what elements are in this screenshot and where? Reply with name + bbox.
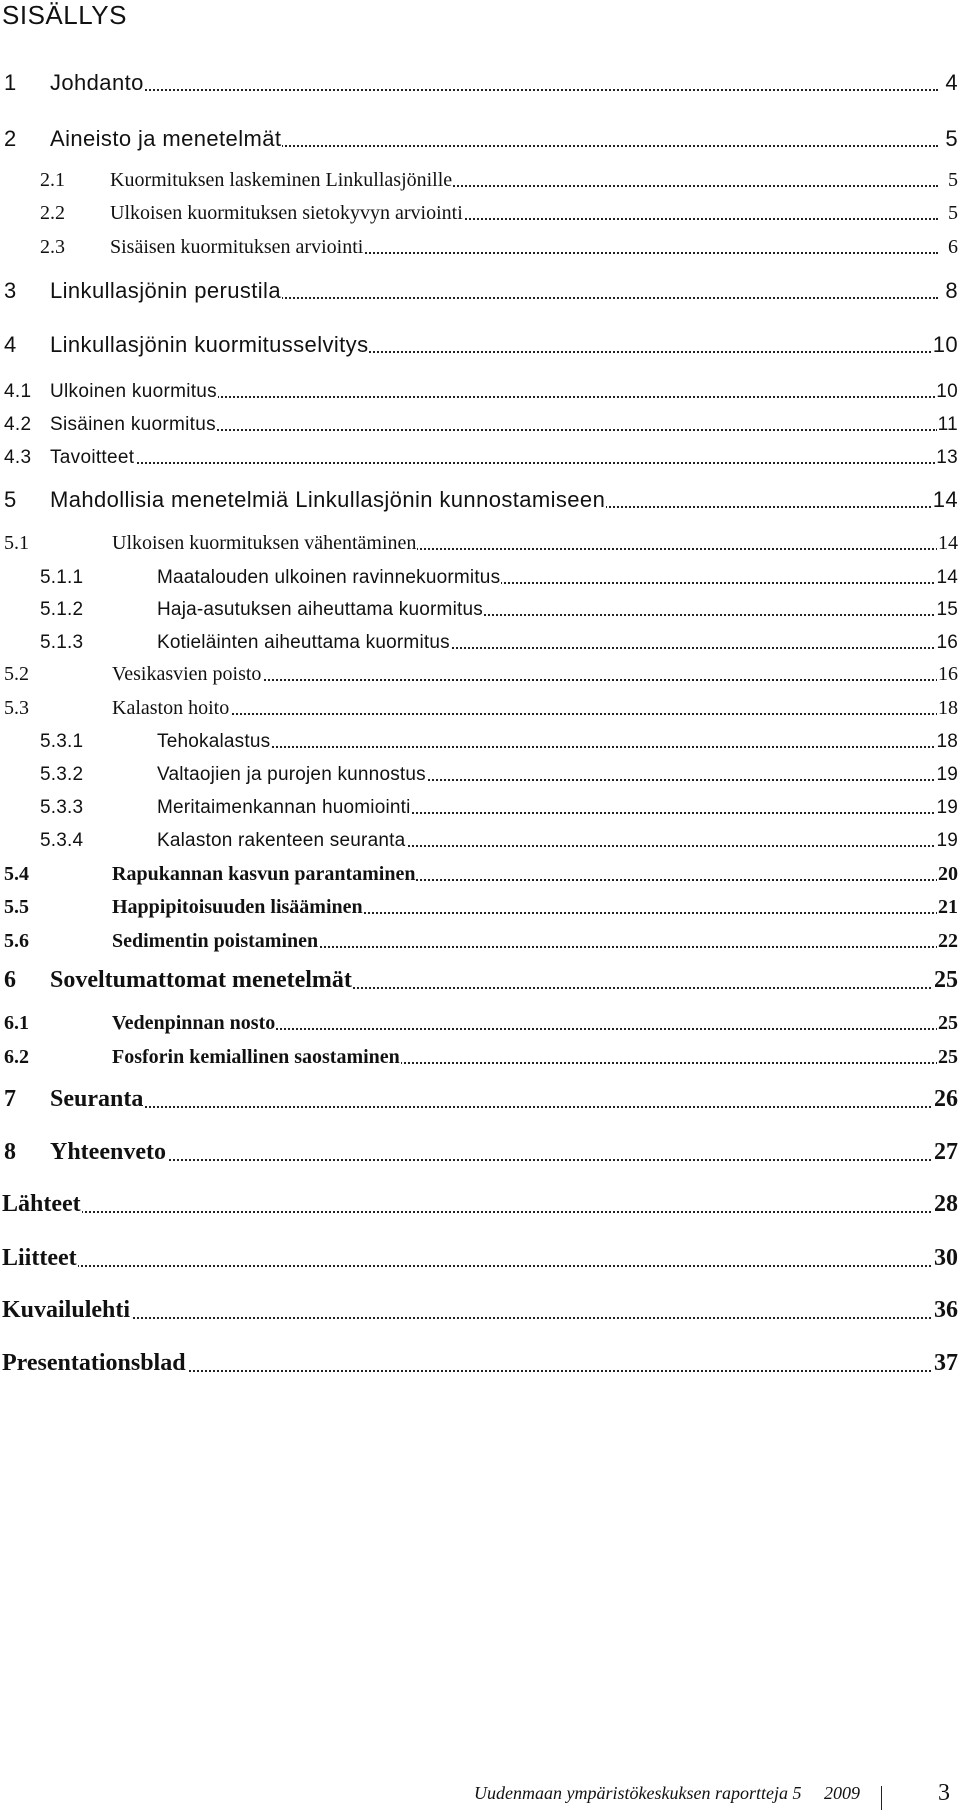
toc-entry-title: Liitteet bbox=[2, 1245, 77, 1271]
toc-entry-title: Kotieläinten aiheuttama kuormitus bbox=[157, 632, 450, 653]
toc-entry-number: 3 bbox=[4, 278, 17, 303]
toc-entry-page: 6 bbox=[948, 236, 958, 258]
toc-entry[interactable] bbox=[0, 1347, 960, 1381]
toc-entry-page: 25 bbox=[938, 1046, 958, 1068]
toc-entry-leader bbox=[70, 462, 938, 464]
toc-entry-leader bbox=[177, 746, 938, 748]
toc-entry-number: 5.3 bbox=[4, 697, 29, 719]
toc-entry[interactable] bbox=[0, 1009, 960, 1039]
toc-entry[interactable] bbox=[0, 760, 960, 790]
toc-entry[interactable] bbox=[0, 233, 960, 263]
toc-entry-page: 16 bbox=[936, 632, 958, 653]
toc-entry-title: Aineisto ja menetelmät bbox=[50, 126, 282, 151]
toc-entry-number: 2.2 bbox=[40, 202, 65, 224]
toc-entry-number: 5.1 bbox=[4, 532, 29, 554]
toc-entry-number: 5.2 bbox=[4, 663, 29, 685]
toc-entry-number: 6 bbox=[4, 967, 16, 993]
toc-entry[interactable] bbox=[0, 166, 960, 196]
toc-entry-title: Presentationsblad bbox=[2, 1350, 186, 1376]
toc-entry[interactable] bbox=[0, 529, 960, 559]
toc-entry[interactable] bbox=[0, 1083, 960, 1117]
toc-entry[interactable] bbox=[0, 563, 960, 593]
page-number: 3 bbox=[938, 1780, 950, 1806]
toc-entry[interactable] bbox=[0, 893, 960, 923]
toc-entry-page: 19 bbox=[936, 797, 958, 818]
toc-entry[interactable] bbox=[0, 199, 960, 229]
toc-entry-number: 4.3 bbox=[4, 447, 32, 468]
toc-entry-title: Mahdollisia menetelmiä Linkullasjönin kunnostamiseen bbox=[50, 487, 606, 512]
toc-entry[interactable] bbox=[0, 964, 960, 998]
toc-entry-number: 4.2 bbox=[4, 414, 32, 435]
toc-entry-page: 28 bbox=[934, 1191, 958, 1217]
toc-entry-page: 10 bbox=[936, 381, 958, 402]
toc-entry-number: 7 bbox=[4, 1086, 16, 1112]
toc-entry-title: Sisäinen kuormitus bbox=[50, 414, 216, 435]
toc-entry-number: 2.1 bbox=[40, 169, 65, 191]
toc-entry-number: 2.3 bbox=[40, 236, 65, 258]
toc-entry[interactable] bbox=[0, 694, 960, 724]
toc-entry-title: Ulkoisen kuormituksen vähentäminen bbox=[112, 532, 417, 554]
toc-entry-page: 18 bbox=[938, 697, 958, 719]
toc-entry-title: Haja-asutuksen aiheuttama kuormitus bbox=[157, 599, 483, 620]
page-title: SISÄLLYS bbox=[2, 0, 127, 30]
toc-entry-title: Linkullasjönin kuormitusselvitys bbox=[50, 332, 369, 357]
toc-entry-page: 27 bbox=[934, 1139, 958, 1165]
report-series: Uudenmaan ympäristökeskuksen raportteja 5 bbox=[474, 1783, 802, 1803]
toc-entry-page: 14 bbox=[936, 567, 958, 588]
toc-entry-page: 10 bbox=[932, 332, 958, 357]
toc-entry-page: 26 bbox=[934, 1086, 958, 1112]
toc-entry-page: 19 bbox=[936, 830, 958, 851]
toc-entry-page: 5 bbox=[948, 169, 958, 191]
toc-entry[interactable] bbox=[0, 727, 960, 757]
toc-entry-number: 5.3.4 bbox=[40, 830, 84, 851]
toc-entry[interactable] bbox=[0, 410, 960, 440]
report-year: 2009 bbox=[824, 1783, 860, 1803]
toc-entry-title: Tavoitteet bbox=[50, 447, 135, 468]
toc-entry-number: 5.3.3 bbox=[40, 797, 84, 818]
toc-entry[interactable] bbox=[0, 660, 960, 690]
toc-entry-number: 2 bbox=[4, 126, 17, 151]
toc-entry-number: 6.2 bbox=[4, 1046, 29, 1068]
footer-text bbox=[474, 1783, 860, 1804]
toc-entry-title: Rapukannan kasvun parantaminen bbox=[112, 863, 416, 885]
toc-entry[interactable] bbox=[0, 377, 960, 407]
toc-entry[interactable] bbox=[0, 826, 960, 856]
toc-entry[interactable] bbox=[0, 274, 960, 308]
toc-entry-title: Sedimentin poistaminen bbox=[112, 930, 319, 952]
toc-entry-title: Seuranta bbox=[50, 1086, 144, 1112]
toc-entry-page: 5 bbox=[948, 202, 958, 224]
toc-entry-title: Fosforin kemiallinen saostaminen bbox=[112, 1046, 400, 1068]
toc-entry-number: 5.4 bbox=[4, 863, 29, 885]
toc-entry-number: 5.3.1 bbox=[40, 731, 84, 752]
toc-entry[interactable] bbox=[0, 860, 960, 890]
toc-entry[interactable] bbox=[0, 1294, 960, 1328]
toc-entry-number: 5 bbox=[4, 487, 17, 512]
toc-entry-number: 6.1 bbox=[4, 1012, 29, 1034]
toc-entry-title: Yhteenveto bbox=[50, 1139, 166, 1165]
toc-entry-page: 11 bbox=[937, 414, 958, 435]
toc-entry-title: Kalaston hoito bbox=[112, 697, 230, 719]
toc-entry[interactable] bbox=[0, 443, 960, 473]
toc-entry-leader bbox=[22, 1211, 938, 1213]
toc-entry-page: 16 bbox=[938, 663, 958, 685]
toc-entry-number: 5.6 bbox=[4, 930, 29, 952]
toc-entry-title: Lähteet bbox=[2, 1191, 81, 1217]
toc-entry-title: Kuvailulehti bbox=[2, 1297, 131, 1323]
toc-entry-title: Soveltumattomat menetelmät bbox=[50, 967, 352, 993]
toc-entry-page: 14 bbox=[938, 532, 958, 554]
toc-entry-title: Tehokalastus bbox=[157, 731, 271, 752]
toc-entry[interactable] bbox=[0, 628, 960, 658]
toc-entry-number: 5.5 bbox=[4, 896, 29, 918]
page-footer bbox=[0, 1780, 960, 1810]
toc-entry-page: 13 bbox=[936, 447, 958, 468]
toc-entry-title: Vedenpinnan nosto bbox=[112, 1012, 276, 1034]
toc-entry-leader bbox=[70, 89, 938, 91]
toc-entry-page: 15 bbox=[936, 599, 958, 620]
toc-entry[interactable] bbox=[0, 1043, 960, 1073]
toc-entry-number: 8 bbox=[4, 1139, 16, 1165]
toc-entry-leader bbox=[70, 1159, 938, 1161]
toc-entry-page: 19 bbox=[936, 764, 958, 785]
toc-entry-number: 5.1.1 bbox=[40, 567, 84, 588]
toc-entry-title: Maatalouden ulkoinen ravinnekuormitus bbox=[157, 567, 501, 588]
toc-entry-number: 1 bbox=[4, 70, 17, 95]
toc-entry-title: Johdanto bbox=[50, 70, 144, 95]
toc-entry-page: 21 bbox=[938, 896, 958, 918]
toc-entry-title: Kalaston rakenteen seuranta bbox=[157, 830, 406, 851]
toc-entry[interactable] bbox=[0, 793, 960, 823]
toc-entry-page: 25 bbox=[934, 967, 958, 993]
toc-entry-title: Vesikasvien poisto bbox=[112, 663, 262, 685]
toc-entry-leader bbox=[70, 1106, 938, 1108]
toc-entry-leader bbox=[22, 1265, 938, 1267]
toc-entry-title: Happipitoisuuden lisääminen bbox=[112, 896, 363, 918]
toc-entry-number: 5.1.2 bbox=[40, 599, 84, 620]
toc-entry-page: 8 bbox=[945, 278, 958, 303]
toc-entry-title: Meritaimenkannan huomiointi bbox=[157, 797, 411, 818]
toc-entry-page: 22 bbox=[938, 930, 958, 952]
toc-entry-title: Sisäisen kuormituksen arviointi bbox=[110, 236, 364, 258]
footer-separator bbox=[881, 1786, 882, 1810]
toc-entry[interactable] bbox=[0, 122, 960, 156]
toc-entry-page: 36 bbox=[934, 1297, 958, 1323]
toc-entry[interactable] bbox=[0, 927, 960, 957]
toc-entry-page: 37 bbox=[934, 1350, 958, 1376]
toc-entry-title: Linkullasjönin perustila bbox=[50, 278, 281, 303]
toc-entry[interactable] bbox=[0, 66, 960, 100]
toc-entry-title: Valtaojien ja purojen kunnostus bbox=[157, 764, 426, 785]
toc-entry-page: 5 bbox=[945, 126, 958, 151]
toc-entry[interactable] bbox=[0, 483, 960, 517]
toc-entry-title: Ulkoisen kuormituksen sietokyvyn arviointi bbox=[110, 202, 463, 224]
toc-entry-number: 4.1 bbox=[4, 381, 32, 402]
toc-entry[interactable] bbox=[0, 595, 960, 625]
toc-entry[interactable] bbox=[0, 1188, 960, 1222]
toc-entry[interactable] bbox=[0, 1242, 960, 1276]
footer-spacer bbox=[802, 1783, 825, 1803]
toc-entry-number: 5.3.2 bbox=[40, 764, 84, 785]
toc-entry-number: 5.1.3 bbox=[40, 632, 84, 653]
toc-entry[interactable] bbox=[0, 328, 960, 362]
toc-entry-leader bbox=[22, 1317, 938, 1319]
toc-entry-page: 14 bbox=[932, 487, 958, 512]
toc-entry-page: 30 bbox=[934, 1245, 958, 1271]
toc-entry-title: Ulkoinen kuormitus bbox=[50, 381, 217, 402]
toc-entry-page: 20 bbox=[938, 863, 958, 885]
toc-entry-leader bbox=[132, 713, 938, 715]
toc-entry-number: 4 bbox=[4, 332, 17, 357]
toc-entry-title: Kuormituksen laskeminen Linkullasjönille bbox=[110, 169, 453, 191]
toc-entry-page: 4 bbox=[945, 70, 958, 95]
toc-entry-page: 25 bbox=[938, 1012, 958, 1034]
toc-entry[interactable] bbox=[0, 1136, 960, 1170]
toc-entry-page: 18 bbox=[936, 731, 958, 752]
